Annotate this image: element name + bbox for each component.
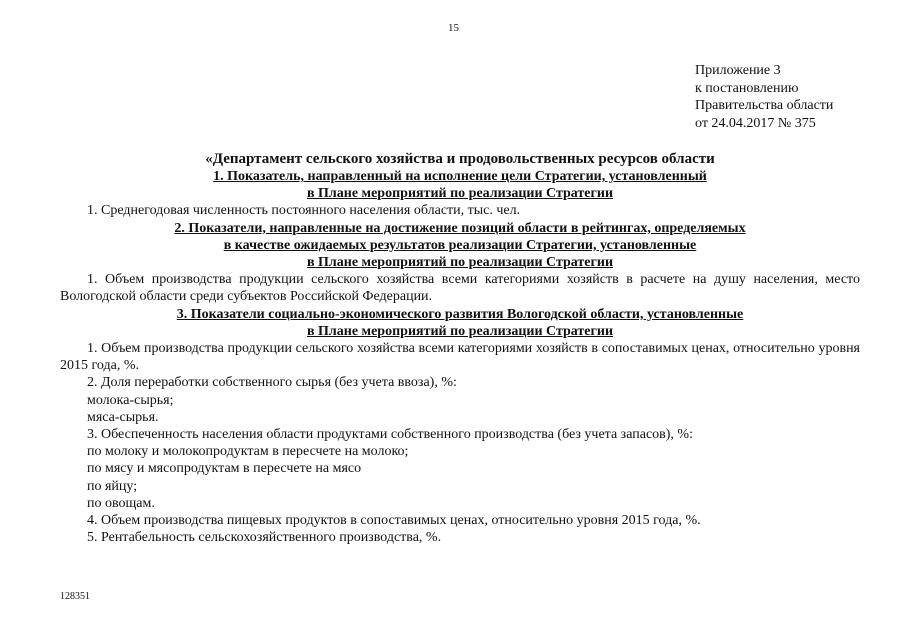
appendix-line: от 24.04.2017 № 375 bbox=[695, 115, 816, 131]
section-2-heading-line: 2. Показатели, направленные на достижение позиций области в рейтингах, определяемых bbox=[174, 220, 746, 236]
document-code: 128351 bbox=[60, 591, 90, 602]
section-3-item-3-subitem: по овощам. bbox=[87, 495, 155, 511]
section-3-item-3-subitem: по яйцу; bbox=[87, 478, 138, 494]
section-3-heading-line: 3. Показатели социально-экономического развития Вологодской области, установленные bbox=[176, 306, 744, 322]
section-3-item-3: 3. Обеспеченность населения области продуктами собственного производства (без учета запасов), %: bbox=[87, 427, 693, 443]
document-body bbox=[60, 150, 860, 546]
section-3-item-1: 1. Объем производства продукции сельского хозяйства всеми категориями хозяйств в сопоставимых ценах, относительно уровня 2015 года, %. bbox=[60, 341, 860, 374]
section-3-item-2: 2. Доля переработки собственного сырья (без учета ввоза), %: bbox=[87, 375, 457, 391]
section-1-heading-line: 1. Показатель, направленный на исполнение цели Стратегии, установленный bbox=[213, 169, 707, 184]
section-2-heading-line: в качестве ожидаемых результатов реализации Стратегии, установленные bbox=[223, 237, 697, 253]
appendix-line: к постановлению bbox=[695, 80, 799, 96]
department-title: «Департамент сельского хозяйства и продовольственных ресурсов области bbox=[205, 151, 715, 167]
section-3-item-4: 4. Объем производства пищевых продуктов в сопоставимых ценах, относительно уровня 2015 года, %. bbox=[87, 513, 701, 529]
section-3-item-3-subitem: по молоку и молокопродуктам в пересчете на молоко; bbox=[87, 444, 409, 460]
page-number: 15 bbox=[448, 22, 459, 34]
appendix-line: Приложение 3 bbox=[695, 63, 781, 78]
section-3-item-3-subitem: по мясу и мясопродуктам в пересчете на мясо bbox=[87, 461, 362, 477]
section-3-heading-line: в Плане мероприятий по реализации Стратегии bbox=[306, 323, 614, 339]
section-1-item: 1. Среднегодовая численность постоянного населения области, тыс. чел. bbox=[87, 203, 521, 219]
section-2-item: 1. Объем производства продукции сельского хозяйства всеми категориями хозяйств в расчете на душу населения, место Вологодской области среди субъектов Российской Федерации. bbox=[60, 272, 860, 305]
section-1-heading-line: в Плане мероприятий по реализации Стратегии bbox=[306, 186, 614, 202]
section-2-heading-line: в Плане мероприятий по реализации Стратегии bbox=[306, 255, 614, 271]
section-3-item-5: 5. Рентабельность сельскохозяйственного производства, %. bbox=[87, 530, 442, 546]
appendix-block bbox=[695, 62, 833, 132]
appendix-line: Правительства области bbox=[695, 98, 834, 113]
section-3-item-2-subitem: молока-сырья; bbox=[87, 392, 174, 408]
section-3-item-2-subitem: мяса-сырья. bbox=[87, 409, 159, 425]
